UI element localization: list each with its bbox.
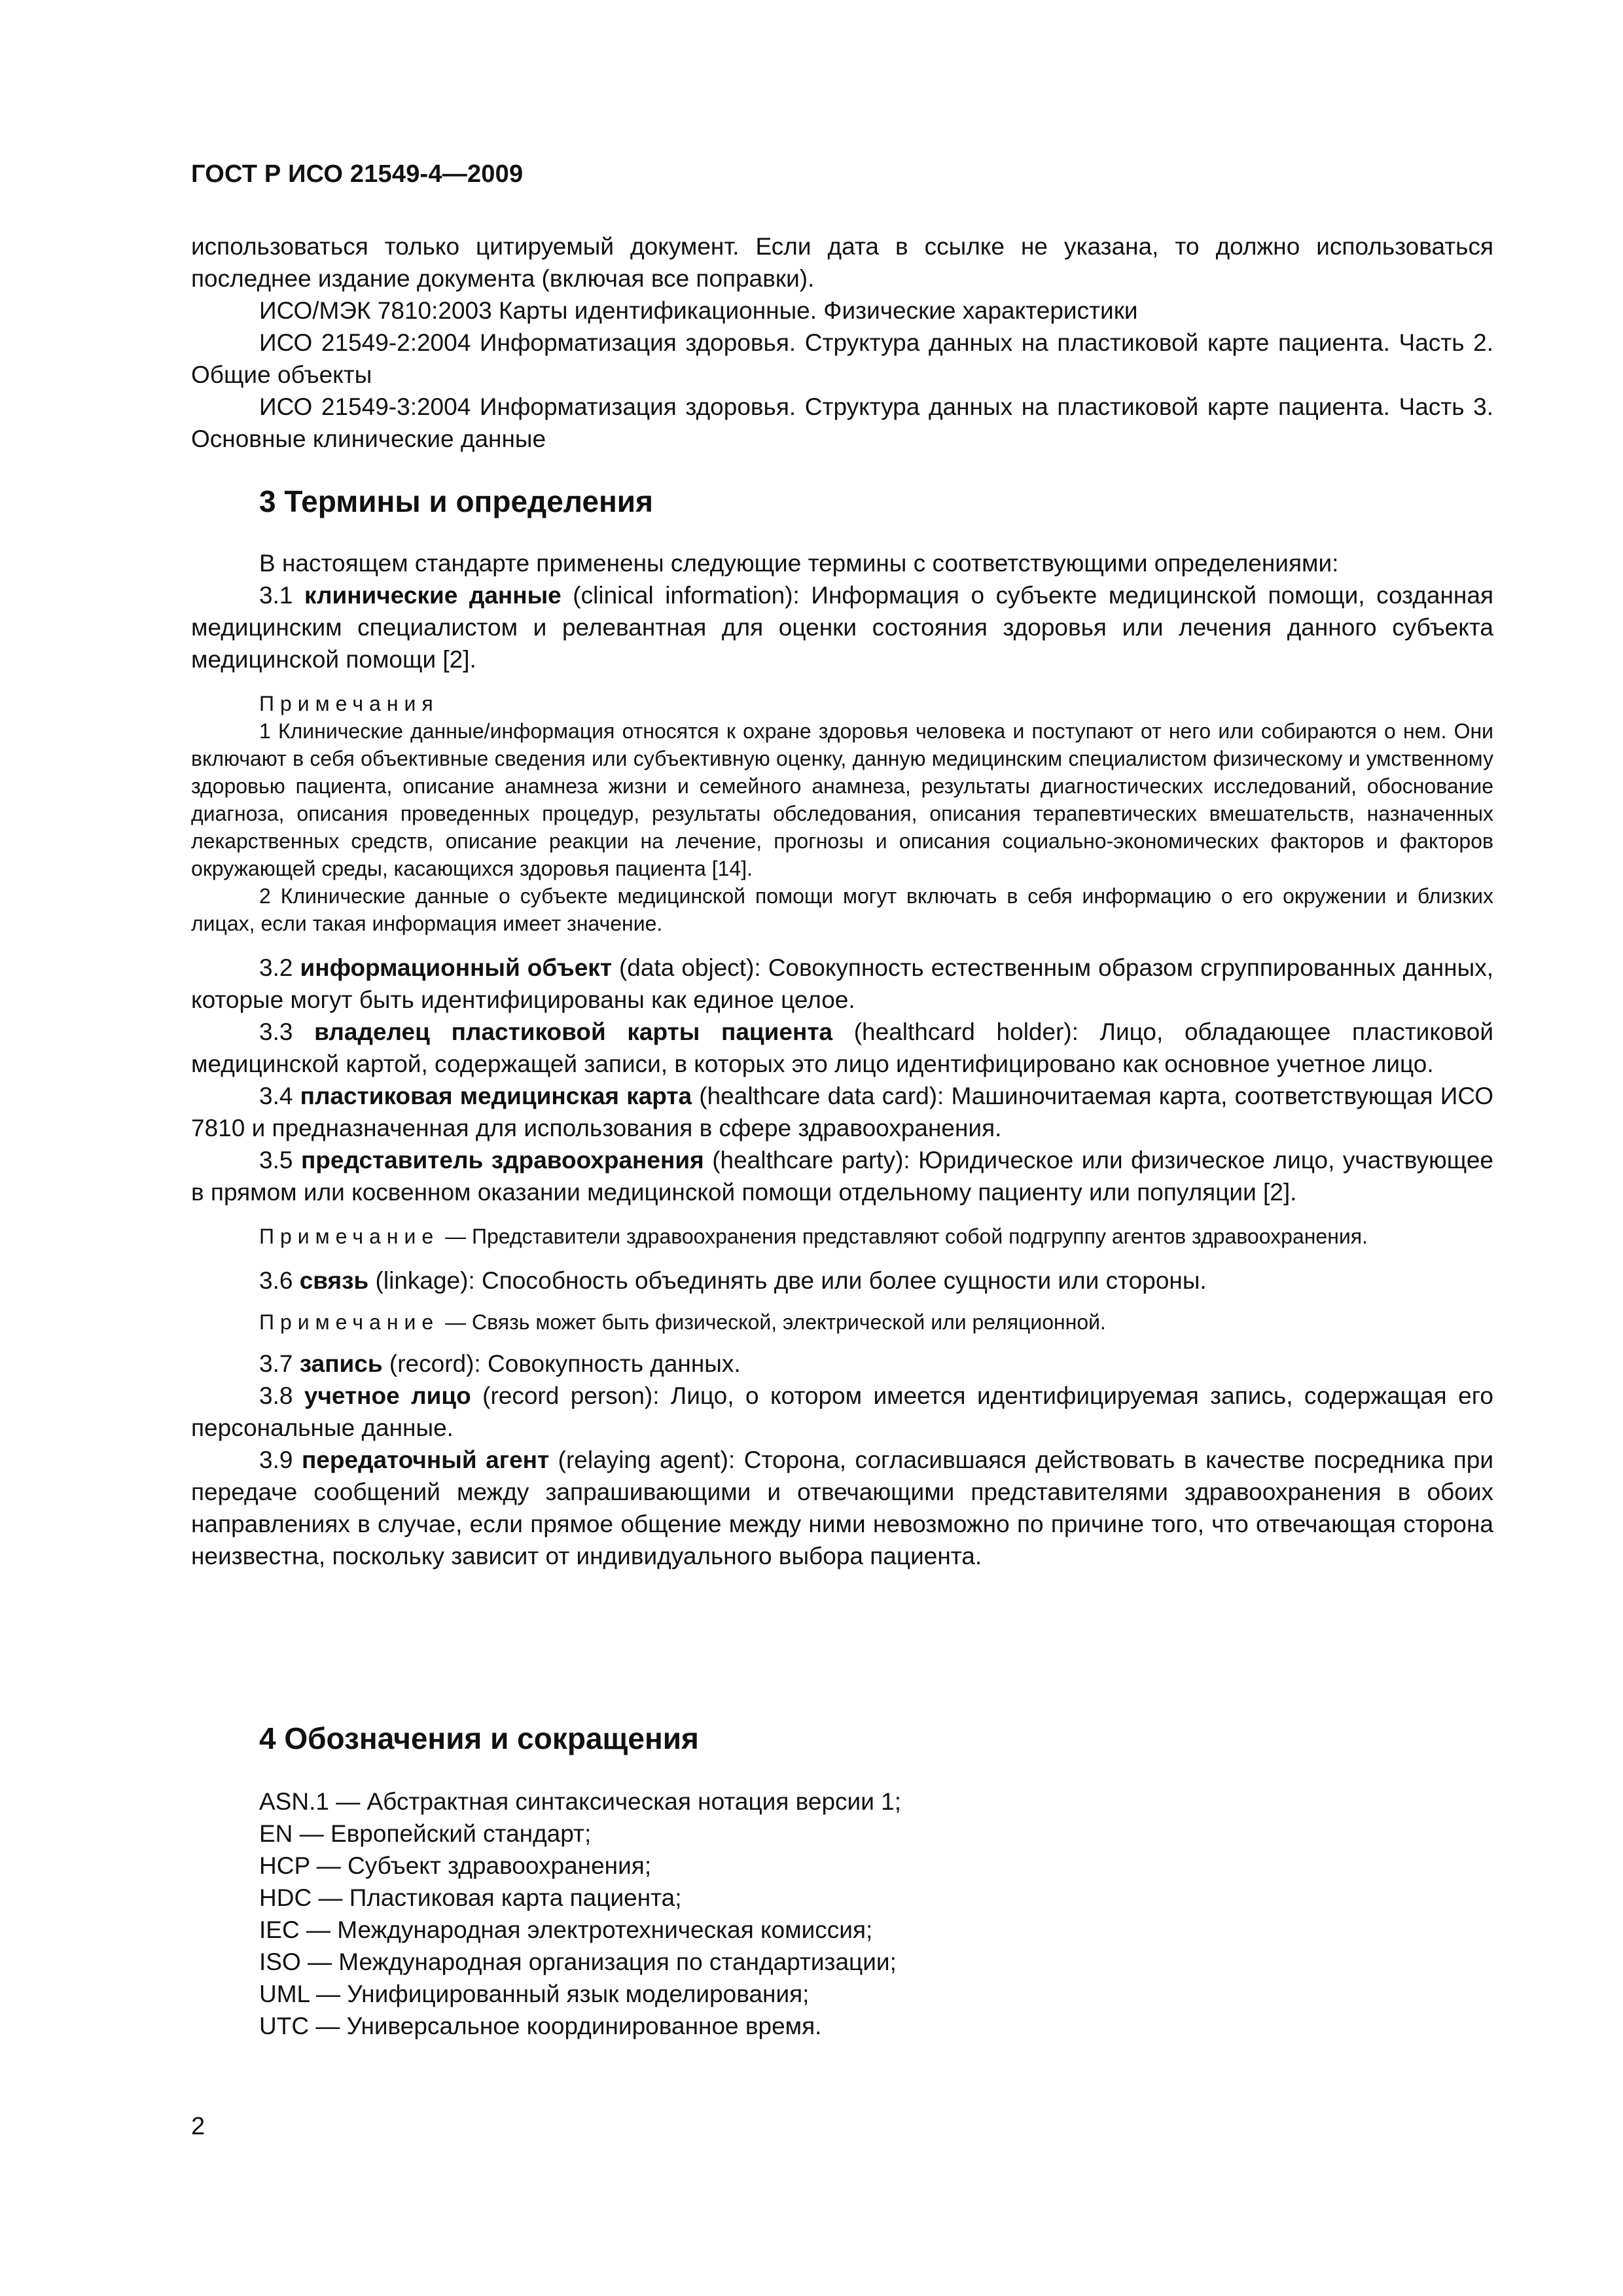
term-3-7 bbox=[191, 1348, 1493, 1380]
section-4-title: 4 Обозначения и сокращения bbox=[259, 1721, 699, 1755]
reference-iso-7810: ИСО/МЭК 7810:2003 Карты идентификационные. Физические характеристики bbox=[259, 297, 1138, 324]
term-3-4 bbox=[191, 1080, 1493, 1144]
term-number: 3.6 bbox=[259, 1267, 300, 1294]
abbreviation-item: ASN.1 — Абстрактная синтаксическая нотация версии 1; bbox=[259, 1788, 902, 1815]
section-4 bbox=[191, 1720, 1493, 2042]
term-definition: (relaying agent): Сторона, согласившаяся действовать в качестве посредника при передаче сообщений между запрашивающими и отвечающими представителями здравоохранения в обоих направлениях в случае, если прямое общение между ними невозможно по причине того, что отвечающая сторона неизвестна, поскольку зависит от индивидуального выбора пациента. bbox=[191, 1446, 1493, 1570]
term-definition: (healthcare party): Юридическое или физическое лицо, участвующее в прямом или косвенном оказании медицинской помощи отдельному пациенту или популяции [2]. bbox=[191, 1147, 1493, 1206]
term-3-9 bbox=[191, 1444, 1493, 1572]
section-3-title: 3 Термины и определения bbox=[259, 484, 653, 518]
abbreviation-item: UTC — Универсальное координированное время. bbox=[259, 2013, 822, 2039]
term-name: владелец пластиковой карты пациента bbox=[314, 1018, 833, 1045]
term-name: учетное лицо bbox=[304, 1382, 471, 1409]
term-number: 3.9 bbox=[259, 1446, 302, 1473]
intro-paragraph: использоваться только цитируемый документ. Если дата в ссылке не указана, то должно использоваться последнее издание документа (включая все поправки). bbox=[191, 233, 1493, 292]
section-3 bbox=[191, 483, 1493, 1572]
term-definition: (linkage): Способность объединять две или более сущности или стороны. bbox=[368, 1267, 1207, 1294]
reference-iso-21549-2: ИСО 21549-2:2004 Информатизация здоровья. Структура данных на пластиковой карте пациента. Часть 2. Общие объекты bbox=[191, 329, 1493, 388]
term-number: 3.5 bbox=[259, 1147, 301, 1174]
term-definition: (clinical information): Информация о субъекте медицинской помощи, созданная медицинским специалистом и релевантная для оценки состояния здоровья или лечения данного субъекта медицинской помощи [2]. bbox=[191, 582, 1493, 673]
term-3-8 bbox=[191, 1380, 1493, 1444]
document-header-code: ГОСТ Р ИСО 21549-4—2009 bbox=[191, 160, 524, 188]
abbreviation-item: ISO — Международная организация по стандартизации; bbox=[259, 1948, 897, 1975]
abbreviation-item: UML — Унифицированный язык моделирования; bbox=[259, 1981, 810, 2007]
abbreviation-item: HCP — Субъект здравоохранения; bbox=[259, 1852, 652, 1879]
term-name: связь bbox=[299, 1267, 369, 1294]
term-number: 3.4 bbox=[259, 1083, 300, 1109]
abbreviation-item: IEC — Международная электротехническая комиссия; bbox=[259, 1916, 873, 1943]
term-number: 3.8 bbox=[259, 1382, 304, 1409]
note-text: — Связь может быть физической, электрической или реляционной. bbox=[439, 1310, 1106, 1334]
term-3-1 bbox=[191, 579, 1493, 675]
term-name: передаточный агент bbox=[301, 1446, 550, 1473]
term-3-6 bbox=[191, 1265, 1493, 1297]
term-name: информационный объект bbox=[300, 954, 612, 981]
note-text: — Представители здравоохранения представляют собой подгруппу агентов здравоохранения. bbox=[439, 1225, 1368, 1248]
section-3-intro: В настоящем стандарте применены следующие термины с соответствующими определениями: bbox=[259, 550, 1339, 577]
term-number: 3.3 bbox=[259, 1018, 315, 1045]
note-2: 2 Клинические данные о субъекте медицинской помощи могут включать в себя информацию о его окружении и близких лицах, если такая информация имеет значение. bbox=[191, 884, 1493, 935]
term-name: запись bbox=[299, 1350, 383, 1377]
term-3-2 bbox=[191, 952, 1493, 1016]
term-definition: (record): Совокупность данных. bbox=[382, 1350, 741, 1377]
term-name: клинические данные bbox=[304, 582, 562, 609]
notes-label: Примечания bbox=[259, 692, 439, 715]
note-label: Примечание bbox=[259, 1310, 440, 1334]
term-number: 3.2 bbox=[259, 954, 300, 981]
abbreviation-item: HDC — Пластиковая карта пациента; bbox=[259, 1884, 682, 1911]
term-number: 3.7 bbox=[259, 1350, 300, 1377]
reference-iso-21549-3: ИСО 21549-3:2004 Информатизация здоровья. Структура данных на пластиковой карте пациента. Часть 3. Основные клинические данные bbox=[191, 393, 1493, 452]
term-definition: (healthcard holder): Лицо, обладающее пластиковой медицинской картой, содержащей записи, в которых это лицо идентифицировано как основное учетное лицо. bbox=[191, 1018, 1494, 1077]
term-3-5 bbox=[191, 1144, 1493, 1208]
term-name: представитель здравоохранения bbox=[300, 1147, 704, 1174]
term-definition: (data object): Совокупность естественным образом сгруппированных данных, которые могут быть идентифицированы как единое целое. bbox=[191, 954, 1493, 1013]
term-3-3 bbox=[191, 1016, 1493, 1080]
term-name: пластиковая медицинская карта bbox=[300, 1083, 692, 1109]
references-block bbox=[191, 230, 1493, 455]
note-3-5 bbox=[191, 1223, 1493, 1250]
page-number: 2 bbox=[191, 2113, 205, 2140]
note-1: 1 Клинические данные/информация относятся к охране здоровья человека и поступают от него или собираются о нем. Они включают в себя объективные сведения или субъективную оценку, данную медицинским специалистом физическому и умственному здоровью пациента, описание анамнеза жизни и семейного анамнеза, результаты диагностических исследований, обоснование диагноза, описания проведенных процедур, результаты обследования, описания терапевтических вмешательств, назначенных лекарственных средств, описание реакции на лечение, прогнозы и описания социально-экономических факторов и факторов окружающей среды, касающихся здоровья пациента [14]. bbox=[191, 719, 1493, 880]
abbreviation-item: EN — Европейский стандарт; bbox=[259, 1820, 592, 1847]
term-definition: (healthcare data card): Машиночитаемая карта, соответствующая ИСО 7810 и предназначенная для использования в сфере здравоохранения. bbox=[191, 1083, 1494, 1141]
note-label: Примечание bbox=[259, 1225, 440, 1248]
note-3-6 bbox=[191, 1308, 1493, 1336]
term-definition: (record person): Лицо, о котором имеется идентифицируемая запись, содержащая его персональные данные. bbox=[191, 1382, 1493, 1441]
term-number: 3.1 bbox=[259, 582, 304, 609]
